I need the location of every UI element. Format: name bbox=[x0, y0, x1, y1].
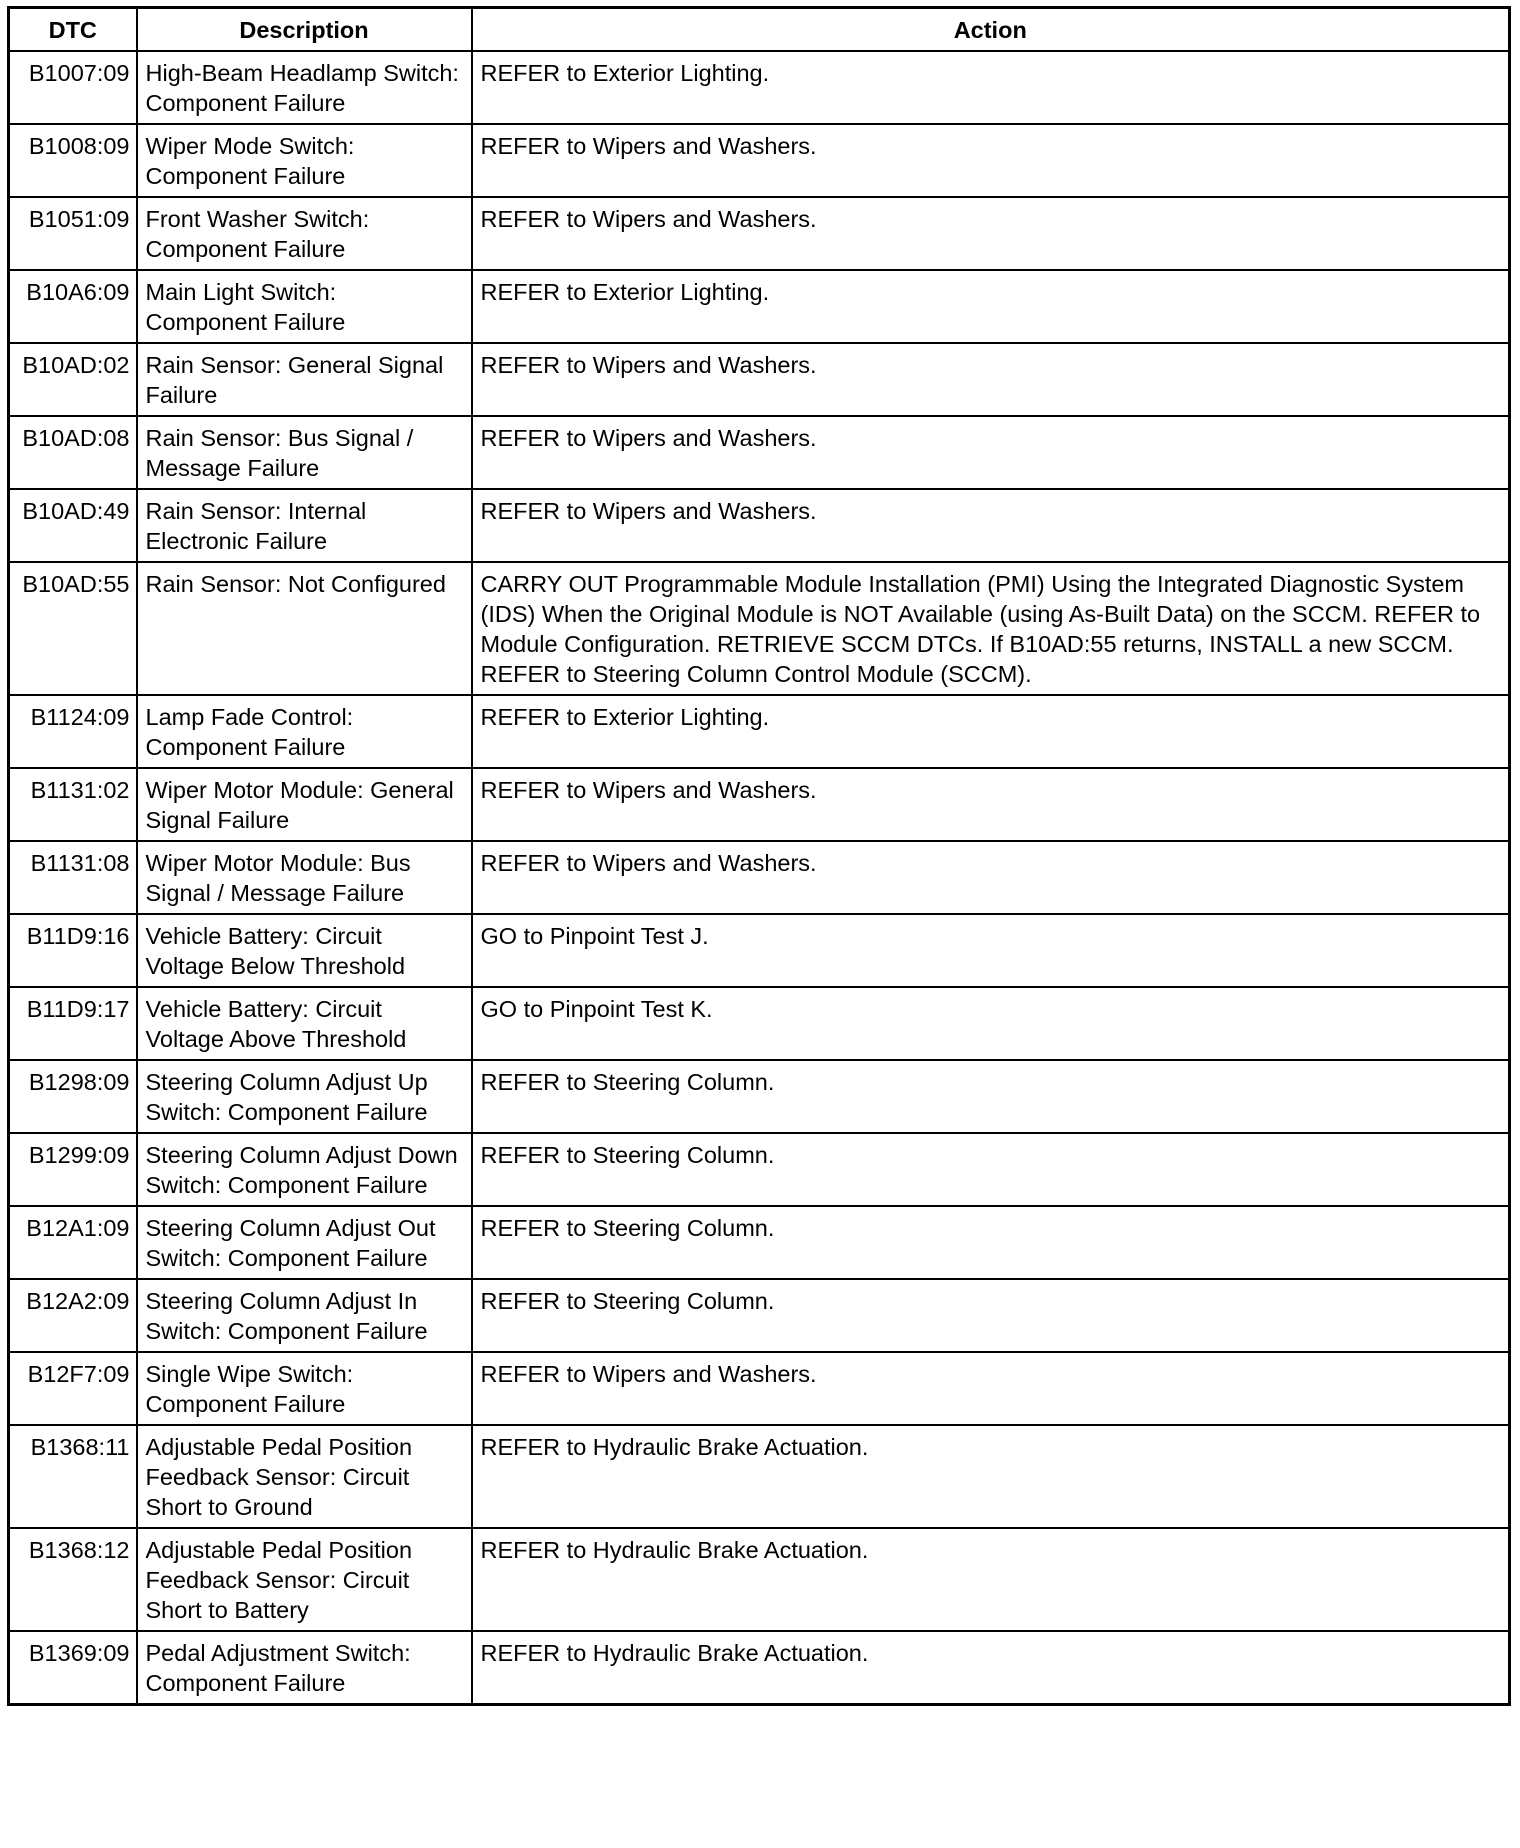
column-header-description: Description bbox=[137, 8, 472, 51]
table-row bbox=[9, 914, 1510, 987]
dtc-code-cell: B1368:11 bbox=[9, 1425, 137, 1528]
dtc-code-cell: B1298:09 bbox=[9, 1060, 137, 1133]
action-cell: GO to Pinpoint Test K. bbox=[472, 987, 1510, 1060]
description-cell: Main Light Switch: Component Failure bbox=[137, 270, 472, 343]
dtc-code-cell: B1299:09 bbox=[9, 1133, 137, 1206]
action-cell: REFER to Wipers and Washers. bbox=[472, 1352, 1510, 1425]
description-cell: Wiper Motor Module: Bus Signal / Message Failure bbox=[137, 841, 472, 914]
dtc-code-cell: B12A2:09 bbox=[9, 1279, 137, 1352]
table-row bbox=[9, 1352, 1510, 1425]
description-cell: Steering Column Adjust Out Switch: Component Failure bbox=[137, 1206, 472, 1279]
table-row bbox=[9, 270, 1510, 343]
table-row bbox=[9, 489, 1510, 562]
table-row bbox=[9, 562, 1510, 695]
description-cell: Wiper Mode Switch: Component Failure bbox=[137, 124, 472, 197]
dtc-code-cell: B1051:09 bbox=[9, 197, 137, 270]
table-row bbox=[9, 1060, 1510, 1133]
action-cell: REFER to Steering Column. bbox=[472, 1060, 1510, 1133]
table-row bbox=[9, 841, 1510, 914]
table-row bbox=[9, 987, 1510, 1060]
action-cell: REFER to Wipers and Washers. bbox=[472, 124, 1510, 197]
action-cell: REFER to Wipers and Washers. bbox=[472, 768, 1510, 841]
dtc-code-cell: B12A1:09 bbox=[9, 1206, 137, 1279]
description-cell: Steering Column Adjust In Switch: Component Failure bbox=[137, 1279, 472, 1352]
table-row bbox=[9, 124, 1510, 197]
table-row bbox=[9, 768, 1510, 841]
description-cell: Adjustable Pedal Position Feedback Sensor: Circuit Short to Ground bbox=[137, 1425, 472, 1528]
table-row bbox=[9, 416, 1510, 489]
action-cell: REFER to Wipers and Washers. bbox=[472, 416, 1510, 489]
action-cell: CARRY OUT Programmable Module Installation (PMI) Using the Integrated Diagnostic System (IDS) When the Original Module is NOT Available (using As-Built Data) on the SCCM. REFER to Module Configuration. RETRIEVE SCCM DTCs. If B10AD:55 returns, INSTALL a new SCCM. REFER to Steering Column Control Module (SCCM). bbox=[472, 562, 1510, 695]
dtc-code-cell: B1369:09 bbox=[9, 1631, 137, 1705]
column-header-action: Action bbox=[472, 8, 1510, 51]
action-cell: REFER to Steering Column. bbox=[472, 1133, 1510, 1206]
table-row bbox=[9, 1528, 1510, 1631]
dtc-code-cell: B1124:09 bbox=[9, 695, 137, 768]
action-cell: REFER to Hydraulic Brake Actuation. bbox=[472, 1425, 1510, 1528]
dtc-code-cell: B1131:08 bbox=[9, 841, 137, 914]
dtc-code-cell: B1368:12 bbox=[9, 1528, 137, 1631]
dtc-code-cell: B10AD:55 bbox=[9, 562, 137, 695]
action-cell: REFER to Exterior Lighting. bbox=[472, 695, 1510, 768]
table-row bbox=[9, 51, 1510, 124]
action-cell: REFER to Wipers and Washers. bbox=[472, 343, 1510, 416]
action-cell: REFER to Exterior Lighting. bbox=[472, 270, 1510, 343]
action-cell: REFER to Wipers and Washers. bbox=[472, 197, 1510, 270]
description-cell: Adjustable Pedal Position Feedback Sensor: Circuit Short to Battery bbox=[137, 1528, 472, 1631]
description-cell: Rain Sensor: Internal Electronic Failure bbox=[137, 489, 472, 562]
description-cell: Rain Sensor: Bus Signal / Message Failure bbox=[137, 416, 472, 489]
action-cell: REFER to Steering Column. bbox=[472, 1279, 1510, 1352]
table-row bbox=[9, 695, 1510, 768]
dtc-code-cell: B10AD:08 bbox=[9, 416, 137, 489]
table-row bbox=[9, 197, 1510, 270]
description-cell: Front Washer Switch: Component Failure bbox=[137, 197, 472, 270]
dtc-code-cell: B10AD:49 bbox=[9, 489, 137, 562]
description-cell: Vehicle Battery: Circuit Voltage Above Threshold bbox=[137, 987, 472, 1060]
dtc-code-cell: B10A6:09 bbox=[9, 270, 137, 343]
dtc-code-cell: B11D9:16 bbox=[9, 914, 137, 987]
table-row bbox=[9, 1206, 1510, 1279]
action-cell: REFER to Wipers and Washers. bbox=[472, 841, 1510, 914]
table-row bbox=[9, 343, 1510, 416]
action-cell: REFER to Exterior Lighting. bbox=[472, 51, 1510, 124]
description-cell: Steering Column Adjust Up Switch: Component Failure bbox=[137, 1060, 472, 1133]
dtc-table-container bbox=[7, 6, 1511, 1706]
description-cell: Pedal Adjustment Switch: Component Failure bbox=[137, 1631, 472, 1705]
description-cell: Vehicle Battery: Circuit Voltage Below Threshold bbox=[137, 914, 472, 987]
action-cell: REFER to Hydraulic Brake Actuation. bbox=[472, 1631, 1510, 1705]
table-row bbox=[9, 1279, 1510, 1352]
description-cell: Single Wipe Switch: Component Failure bbox=[137, 1352, 472, 1425]
table-row bbox=[9, 1133, 1510, 1206]
action-cell: REFER to Hydraulic Brake Actuation. bbox=[472, 1528, 1510, 1631]
description-cell: High-Beam Headlamp Switch: Component Failure bbox=[137, 51, 472, 124]
description-cell: Rain Sensor: Not Configured bbox=[137, 562, 472, 695]
action-cell: REFER to Wipers and Washers. bbox=[472, 489, 1510, 562]
column-header-dtc: DTC bbox=[9, 8, 137, 51]
action-cell: GO to Pinpoint Test J. bbox=[472, 914, 1510, 987]
dtc-code-cell: B1131:02 bbox=[9, 768, 137, 841]
table-header-row bbox=[9, 8, 1510, 51]
dtc-code-cell: B12F7:09 bbox=[9, 1352, 137, 1425]
table-row bbox=[9, 1631, 1510, 1705]
description-cell: Wiper Motor Module: General Signal Failure bbox=[137, 768, 472, 841]
description-cell: Steering Column Adjust Down Switch: Component Failure bbox=[137, 1133, 472, 1206]
dtc-code-cell: B1008:09 bbox=[9, 124, 137, 197]
dtc-table bbox=[7, 6, 1511, 1706]
dtc-code-cell: B1007:09 bbox=[9, 51, 137, 124]
action-cell: REFER to Steering Column. bbox=[472, 1206, 1510, 1279]
dtc-code-cell: B11D9:17 bbox=[9, 987, 137, 1060]
dtc-code-cell: B10AD:02 bbox=[9, 343, 137, 416]
description-cell: Lamp Fade Control: Component Failure bbox=[137, 695, 472, 768]
table-row bbox=[9, 1425, 1510, 1528]
description-cell: Rain Sensor: General Signal Failure bbox=[137, 343, 472, 416]
